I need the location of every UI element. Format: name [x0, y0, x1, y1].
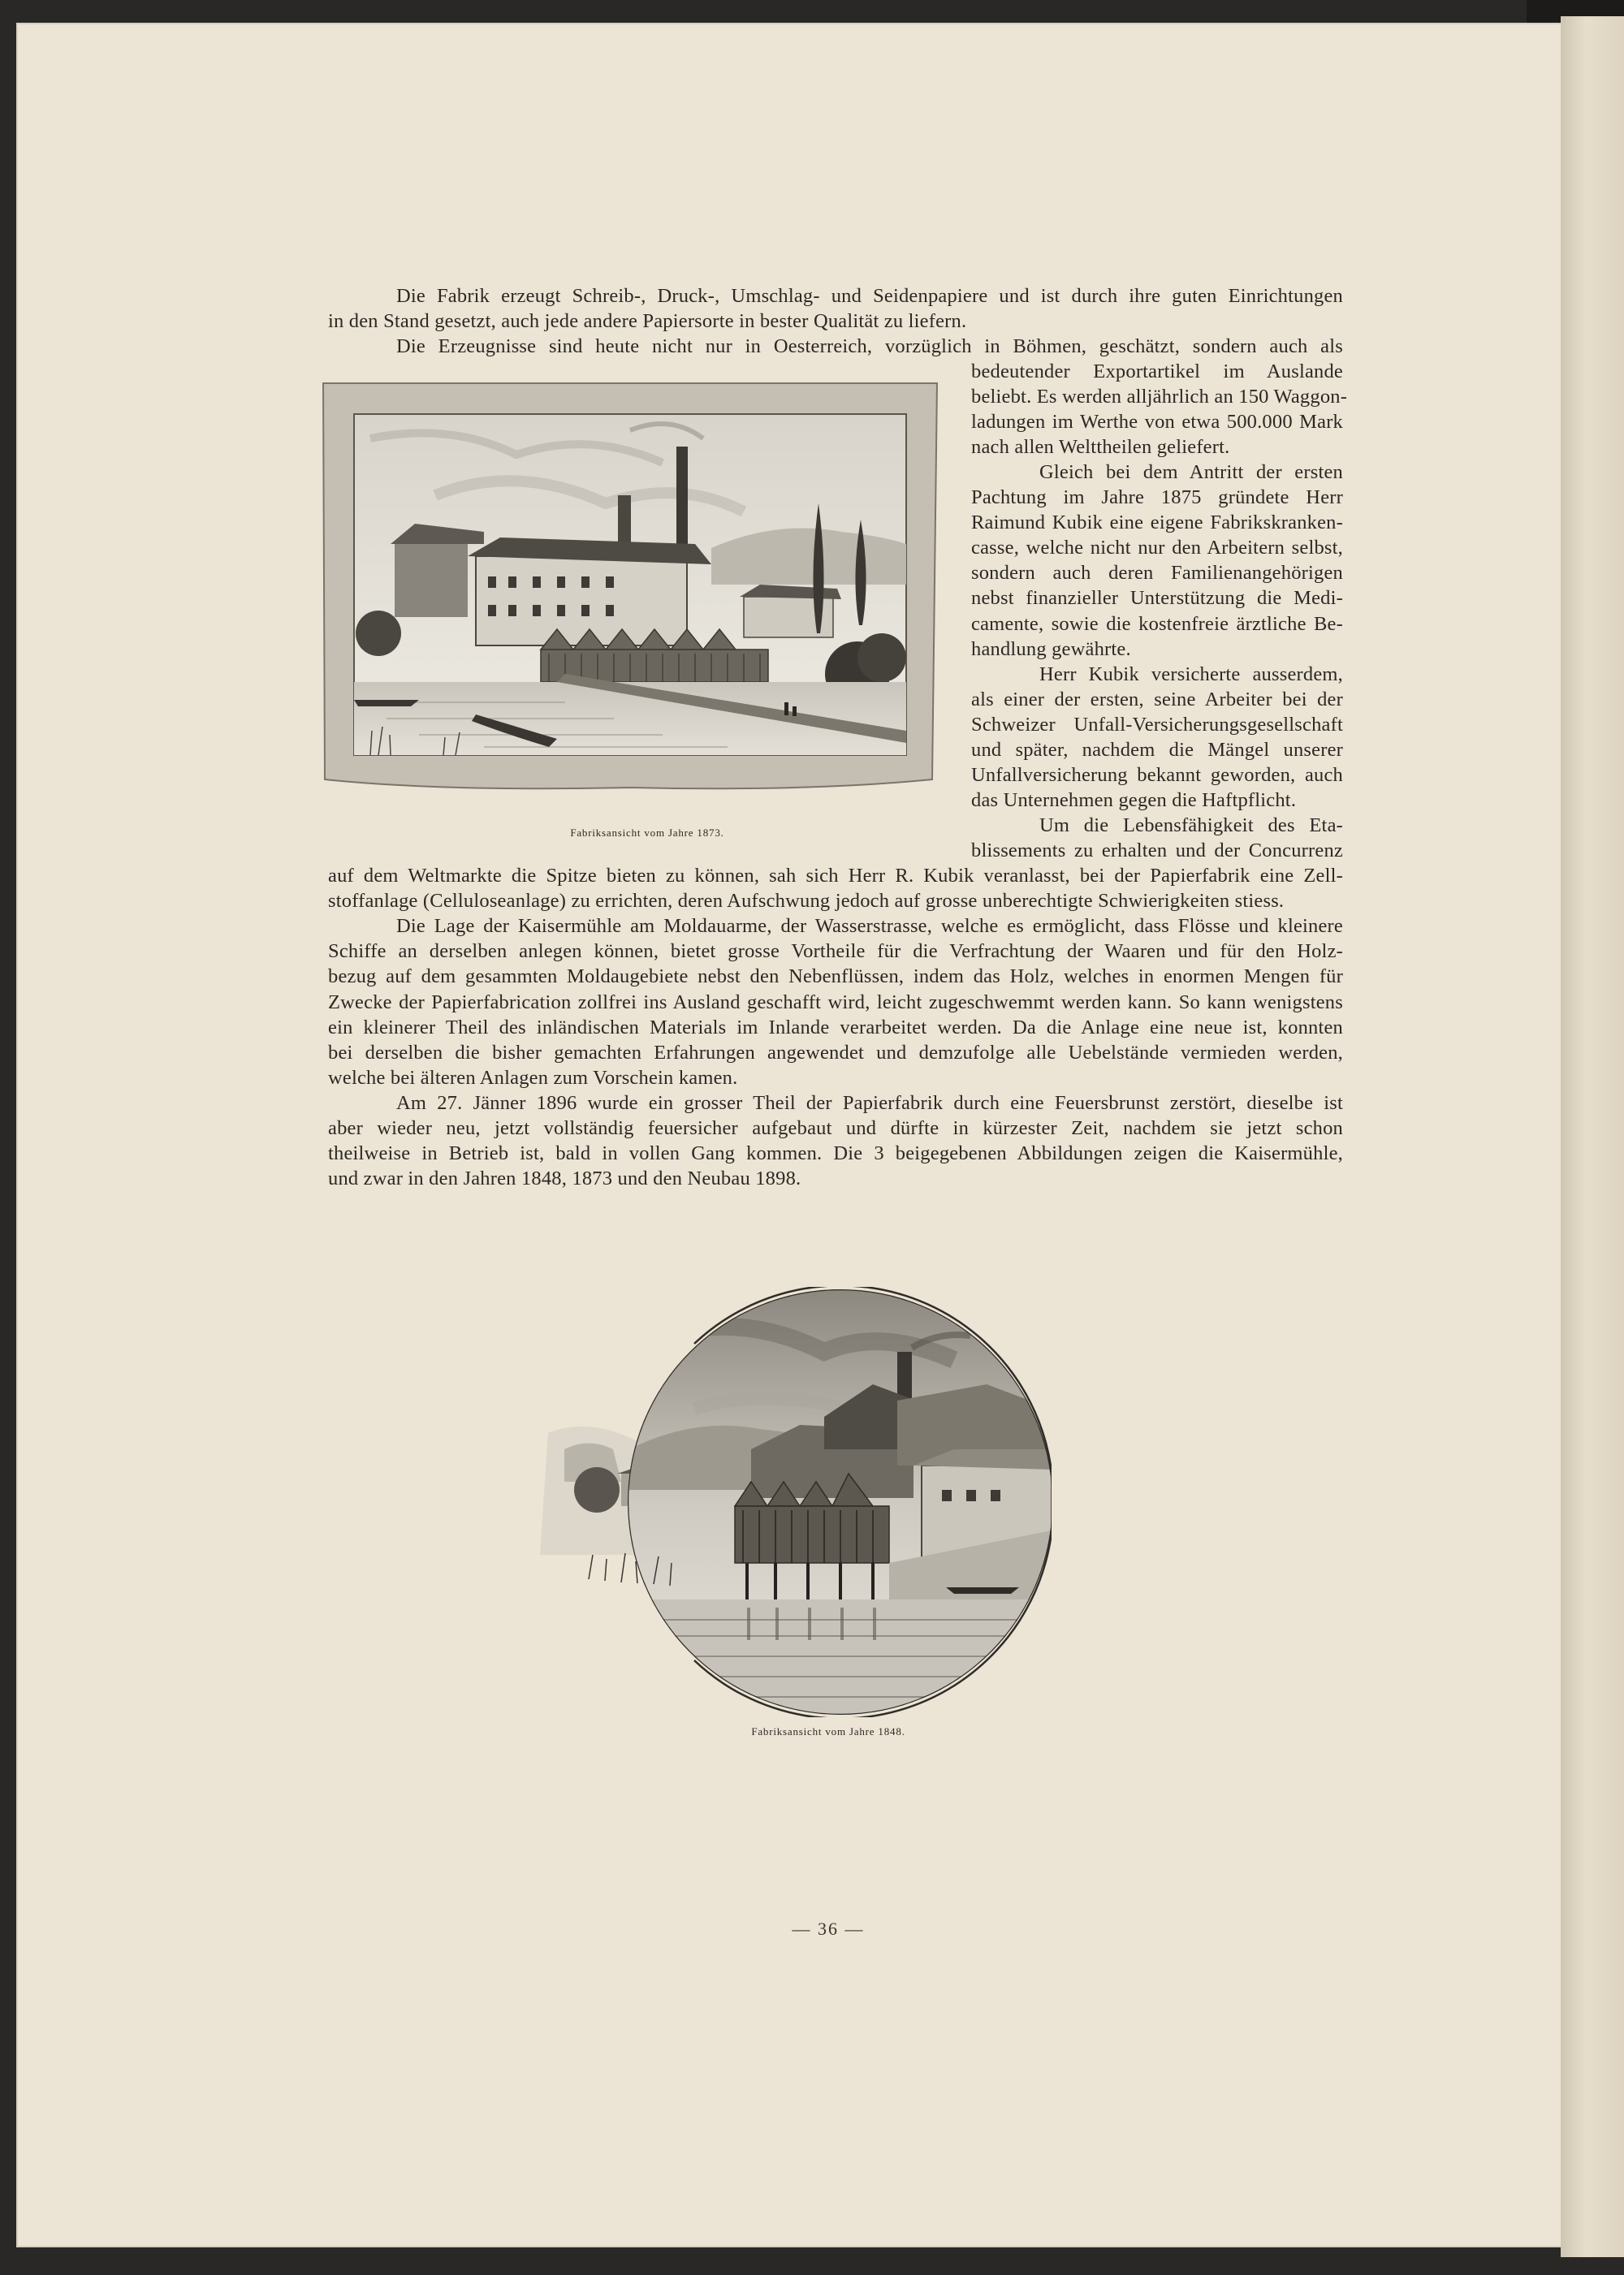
paragraph-line: auf dem Weltmarkte die Spitze bieten zu können, sah sich Herr R. Kubik veranlasst, bei der Papierfabrik eine Zell- [328, 865, 1343, 887]
side-column-line: und später, nachdem die Mängel unserer [971, 738, 1343, 761]
paragraph-line: in den Stand gesetzt, auch jede andere Papiersorte in bester Qualität zu liefern. [328, 310, 967, 332]
paragraph-line: theilweise in Betrieb ist, bald in vollen Gang kommen. Die 3 beigegebenen Abbildungen zeigen die Kaisermühle, [328, 1142, 1343, 1165]
figure-factory-1873 [322, 382, 939, 796]
side-column-line: Pachtung im Jahre 1875 gründete Herr [971, 486, 1343, 509]
book-page-edge [1561, 16, 1624, 2257]
side-column-line: nebst finanzieller Unterstützung die Medi- [971, 587, 1343, 610]
paragraph-line: welche bei älteren Anlagen zum Vorschein kamen. [328, 1066, 738, 1089]
side-column-line: als einer der ersten, seine Arbeiter bei der [971, 688, 1343, 710]
side-column-line: Gleich bei dem Antritt der ersten [1039, 461, 1343, 484]
figure-factory-1848 [532, 1287, 1052, 1717]
side-column-line: Um die Lebensfähigkeit des Eta- [1039, 814, 1343, 836]
side-column-line: camente, sowie die kostenfreie ärztliche Be- [971, 612, 1343, 635]
side-column-line: ladungen im Werthe von etwa 500.000 Mark [971, 411, 1343, 434]
paragraph-line: bezug auf dem gesammten Moldaugebiete nebst den Nebenflüssen, indem das Holz, welches in enormen Mengen für [328, 965, 1343, 988]
side-column-line: bedeutender Exportartikel im Auslande [971, 360, 1343, 382]
paragraph-line: aber wieder neu, jetzt vollständig feuersicher aufgebaut und dürfte in kürzester Zeit, nachdem sie jetzt schon [328, 1117, 1343, 1139]
paragraph-line: Am 27. Jänner 1896 wurde ein grosser Theil der Papierfabrik durch eine Feuersbrunst zerstört, dieselbe ist [396, 1091, 1343, 1114]
engraving-factory-1873 [322, 382, 939, 796]
side-column-line: Unfallversicherung bekannt geworden, auch [971, 763, 1343, 786]
paragraph-line: und zwar in den Jahren 1848, 1873 und den Neubau 1898. [328, 1168, 801, 1190]
paragraph-line: Die Fabrik erzeugt Schreib-, Druck-, Umschlag- und Seidenpapiere und ist durch ihre guten Einrichtungen [396, 285, 1343, 307]
side-column-line: blissements zu erhalten und der Concurrenz [971, 839, 1343, 861]
paragraph-line: stoffanlage (Celluloseanlage) zu errichten, deren Aufschwung jedoch auf grosse unberechtigte Schwierigkeiten stiess. [328, 890, 1285, 913]
paragraph-line: Die Erzeugnisse sind heute nicht nur in Oesterreich, vorzüglich in Böhmen, geschätzt, sondern auch als [396, 335, 1343, 357]
side-column-line: nach allen Welttheilen geliefert. [971, 436, 1230, 459]
page-number: — 36 — [792, 1919, 865, 1939]
paragraph-line: Die Lage der Kaisermühle am Moldauarme, der Wasserstrasse, welche es ermöglicht, dass Flösse und kleinere [396, 915, 1343, 938]
side-column-line: Schweizer Unfall-Versicherungsgesellschaft [971, 713, 1343, 736]
figure-caption-1848: Fabriksansicht vom Jahre 1848. [751, 1725, 905, 1738]
paragraph-line: Schiffe an derselben anlegen können, bietet grosse Vortheile für die Verfrachtung der Waaren und für den Holz- [328, 940, 1343, 963]
side-column-line: handlung gewährte. [971, 637, 1131, 660]
paragraph-line: ein kleinerer Theil des inländischen Materials im Inlande verarbeitet werden. Da die Anlage eine neue ist, konnten [328, 1016, 1343, 1038]
paragraph-line: Zwecke der Papierfabrication zollfrei ins Ausland geschafft wird, leicht zugeschwemmt werden kann. So kann wenigstens [328, 991, 1343, 1013]
figure-caption-1873: Fabriksansicht vom Jahre 1873. [570, 827, 724, 839]
engraving-factory-1848 [532, 1287, 1052, 1717]
side-column-line: Herr Kubik versicherte ausserdem, [1039, 663, 1343, 685]
paragraph-line: bei derselben die bisher gemachten Erfahrungen angewendet und demzufolge alle Uebelstände vermieden werden, [328, 1041, 1343, 1064]
side-column-line: beliebt. Es werden alljährlich an 150 Waggon- [971, 386, 1348, 408]
side-column-line: casse, welche nicht nur den Arbeitern selbst, [971, 537, 1343, 559]
side-column-line: sondern auch deren Familienangehörigen [971, 562, 1343, 585]
side-column-line: das Unternehmen gegen die Haftpflicht. [971, 788, 1297, 811]
side-column-line: Raimund Kubik eine eigene Fabrikskranken- [971, 512, 1343, 534]
